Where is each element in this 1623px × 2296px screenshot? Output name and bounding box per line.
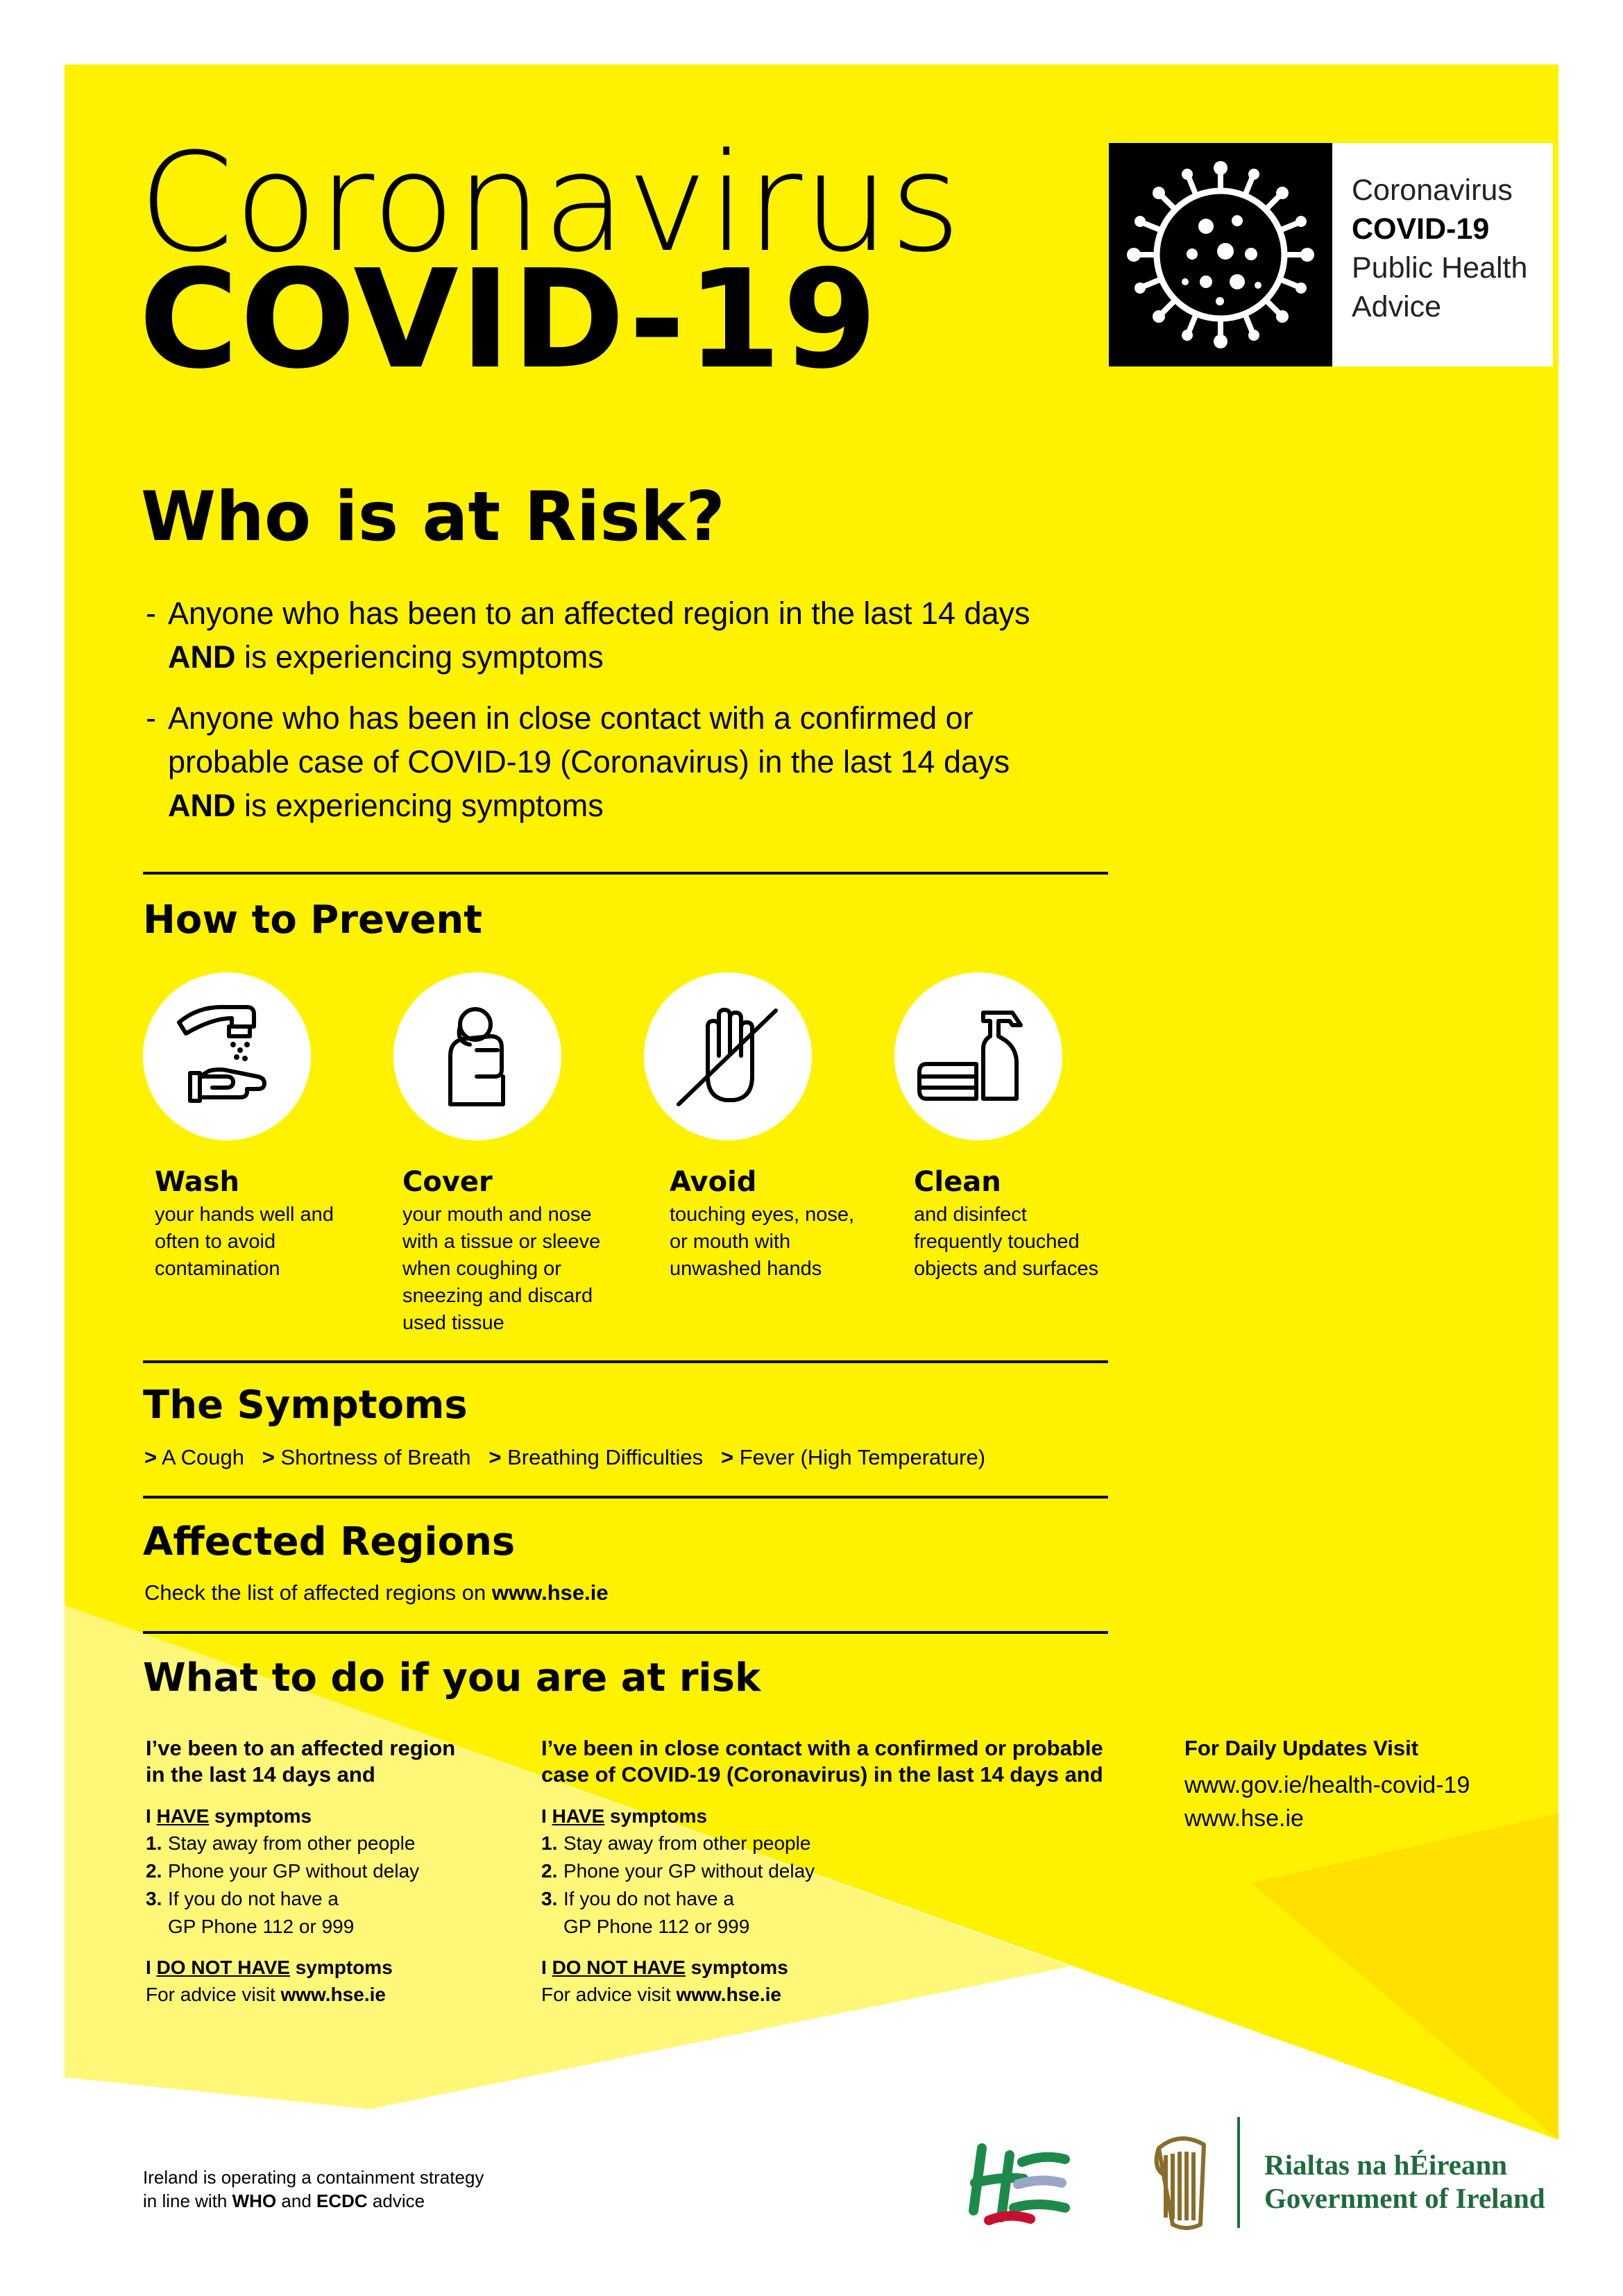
updates-link2[interactable]: www.hse.ie	[1184, 1805, 1304, 1832]
footer-note	[143, 2166, 484, 2213]
no-touch-hand-icon	[644, 972, 812, 1140]
prevent-avoid	[670, 1168, 871, 1283]
col1-advice-link[interactable]: www.hse.ie	[280, 1984, 386, 2005]
prevent-clean-title: Clean	[914, 1166, 1001, 1198]
avoid-icon-circle	[644, 972, 812, 1140]
col2-nothave: I DO NOT HAVE symptoms	[541, 1957, 788, 1978]
title-line2: COVID-19	[139, 241, 879, 399]
divider	[143, 1631, 1108, 1634]
clean-icon-circle	[894, 972, 1062, 1140]
logo-divider	[1237, 2117, 1240, 2228]
col2-head-line2: case of COVID-19 (Coronavirus) in the last 14 days and	[541, 1762, 1103, 1787]
list-item: 1. Stay away from other people	[146, 1832, 416, 1854]
col1-have: I HAVE symptoms	[146, 1805, 312, 1827]
col1-head-line1: I’ve been to an affected region	[146, 1736, 456, 1760]
risk-item-1-line2: AND is experiencing symptoms	[168, 639, 604, 675]
daily-updates	[1184, 1735, 1545, 1835]
symptom-item: Breathing Difficulties	[507, 1445, 704, 1469]
risk-item-1	[146, 591, 1117, 679]
list-item: 3. If you do not have a GP Phone 112 or 999	[541, 1888, 750, 1937]
symptom-item: A Cough	[162, 1445, 244, 1469]
badge-line3: Public Health	[1352, 251, 1528, 285]
divider	[143, 872, 1108, 875]
symptoms-list: > A Cough > Shortness of Breath > Breathing Difficulties > Fever (High Temperature)	[144, 1445, 986, 1469]
coronavirus-icon	[1109, 143, 1332, 366]
hse-logo	[961, 2134, 1086, 2231]
todo-heading: What to do if you are at risk	[143, 1655, 761, 1700]
todo-col2	[541, 1735, 1124, 2009]
prevent-heading: How to Prevent	[143, 897, 483, 943]
badge-line4: Advice	[1352, 290, 1442, 323]
footer-line1: Ireland is operating a containment strategy	[143, 2167, 484, 2188]
prevent-avoid-text: touching eyes, nose, or mouth with unwashed hands	[670, 1204, 855, 1280]
col1-nothave: I DO NOT HAVE symptoms	[146, 1957, 393, 1978]
regions-text: Check the list of affected regions on www.hse.ie	[144, 1580, 609, 1605]
col1-head-line2: in the last 14 days and	[146, 1762, 375, 1787]
public-health-badge	[1109, 143, 1553, 366]
handwash-icon	[143, 972, 311, 1140]
col2-steps	[541, 1830, 1124, 1941]
regions-link[interactable]: www.hse.ie	[491, 1580, 609, 1605]
col2-advice-link[interactable]: www.hse.ie	[676, 1984, 781, 2005]
prevent-clean-text: and disinfect frequently touched objects and surfaces	[914, 1204, 1098, 1280]
symptoms-heading: The Symptoms	[143, 1383, 468, 1428]
risk-item-2-line2: probable case of COVID-19 (Coronavirus) in the last 14 days	[168, 744, 1010, 779]
government-wordmark	[1264, 2148, 1545, 2215]
todo-col1	[146, 1735, 520, 2009]
prevent-clean	[914, 1168, 1115, 1283]
badge-line2: COVID-19	[1352, 212, 1490, 246]
col2-have: I HAVE symptoms	[541, 1805, 708, 1827]
prevent-cover-text: your mouth and nose with a tissue or sleeve when coughing or sneezing and discard used tissue	[402, 1204, 601, 1334]
gov-line1: Rialtas na hÉireann	[1264, 2149, 1508, 2181]
risk-item-1-dash: -	[146, 596, 156, 631]
gov-line2: Government of Ireland	[1264, 2182, 1545, 2214]
regions-heading: Affected Regions	[143, 1519, 516, 1564]
risk-item-2-dash: -	[146, 700, 156, 736]
badge-line1: Coronavirus	[1352, 174, 1513, 207]
symptom-item: Fever (High Temperature)	[739, 1445, 986, 1469]
divider	[143, 1496, 1108, 1499]
list-item: 2. Phone your GP without delay	[146, 1860, 420, 1882]
prevent-wash	[155, 1168, 363, 1283]
risk-item-2-line1: Anyone who has been in close contact with a confirmed or	[168, 700, 974, 736]
list-item: 1. Stay away from other people	[541, 1832, 811, 1854]
cover-icon-circle	[393, 972, 561, 1140]
footer-line2: in line with WHO and ECDC advice	[143, 2191, 425, 2211]
prevent-cover	[402, 1168, 611, 1337]
prevent-avoid-title: Avoid	[670, 1166, 757, 1198]
updates-link1[interactable]: www.gov.ie/health-covid-19	[1184, 1772, 1470, 1798]
symptom-item: Shortness of Breath	[280, 1445, 471, 1469]
risk-item-2	[146, 696, 1117, 827]
risk-item-1-line1: Anyone who has been to an affected region in the last 14 days	[168, 596, 1030, 631]
prevent-cover-title: Cover	[402, 1166, 493, 1198]
risk-item-2-line3: AND is experiencing symptoms	[168, 788, 604, 823]
risk-heading: Who is at Risk?	[141, 478, 725, 557]
prevent-wash-title: Wash	[155, 1166, 239, 1198]
list-item: 2. Phone your GP without delay	[541, 1860, 815, 1882]
prevent-wash-text: your hands well and often to avoid contamination	[155, 1204, 334, 1280]
col1-advice: For advice visit www.hse.ie	[146, 1984, 386, 2005]
title-line1: Coronavirus	[139, 124, 962, 282]
wash-icon-circle	[143, 972, 311, 1140]
harp-emblem	[1145, 2127, 1214, 2238]
updates-heading: For Daily Updates Visit	[1184, 1736, 1419, 1760]
col1-steps	[146, 1830, 520, 1941]
col2-advice: For advice visit www.hse.ie	[541, 1984, 781, 2005]
badge-icon-box	[1109, 143, 1332, 366]
list-item: 3. If you do not have a GP Phone 112 or 999	[146, 1888, 355, 1937]
cough-elbow-icon	[393, 972, 561, 1140]
spray-bottle-icon	[894, 972, 1062, 1140]
col2-head-line1: I’ve been in close contact with a confirmed or probable	[541, 1736, 1103, 1760]
divider	[143, 1360, 1108, 1363]
badge-text	[1352, 171, 1527, 326]
